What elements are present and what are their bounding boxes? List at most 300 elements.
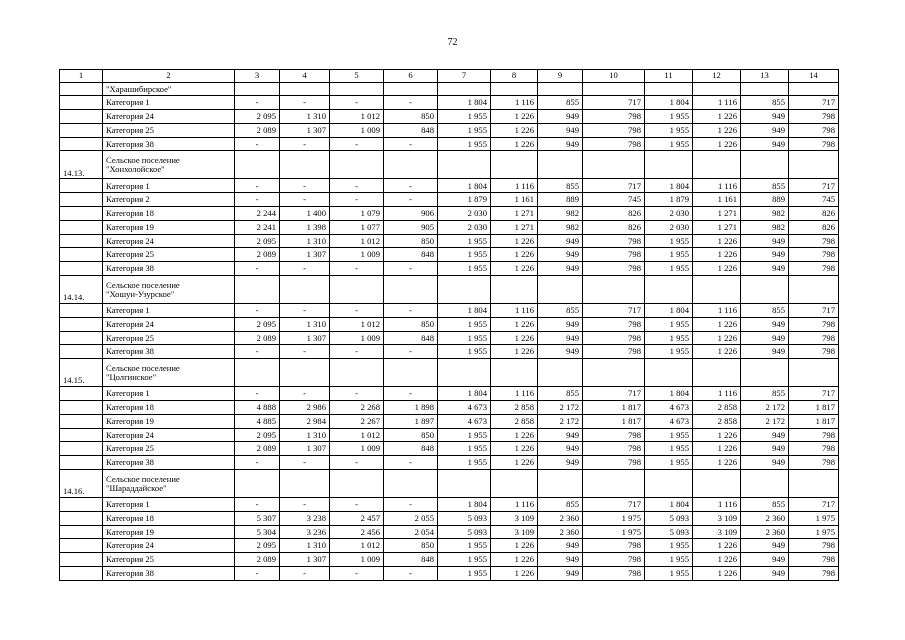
value-cell: 1 226 — [491, 428, 538, 442]
settlement-type: Сельское поселение — [106, 362, 180, 373]
value-cell: 949 — [538, 428, 583, 442]
settlement-name-cell — [103, 276, 235, 304]
row-number-cell — [60, 511, 103, 525]
value-cell: 1 226 — [491, 539, 538, 553]
value-cell: 1 012 — [330, 317, 384, 331]
empty-cell — [645, 82, 693, 96]
value-cell: 982 — [741, 220, 789, 234]
value-cell: 855 — [741, 304, 789, 318]
value-cell: 1 955 — [438, 567, 491, 581]
category-label: Категория 38 — [103, 456, 235, 470]
row-number-cell — [60, 553, 103, 567]
category-label: Категория 24 — [103, 317, 235, 331]
settlement-name-cell — [103, 151, 235, 179]
column-header: 14 — [789, 70, 839, 83]
value-cell: 1 116 — [693, 96, 741, 110]
value-cell: 1 955 — [438, 539, 491, 553]
value-cell: 2 986 — [280, 401, 330, 415]
value-cell: 826 — [583, 207, 645, 221]
value-cell: 850 — [384, 539, 438, 553]
value-cell: 4 673 — [438, 414, 491, 428]
value-cell: 949 — [538, 317, 583, 331]
empty-cell — [384, 82, 438, 96]
empty-cell — [538, 359, 583, 387]
value-cell: 1 226 — [693, 553, 741, 567]
row-number-cell — [60, 110, 103, 124]
value-cell: 1 955 — [645, 345, 693, 359]
table-row — [60, 345, 839, 359]
row-number-cell — [60, 525, 103, 539]
category-label: Категория 25 — [103, 123, 235, 137]
table-row — [60, 220, 839, 234]
value-cell: 1 804 — [645, 387, 693, 401]
empty-cell — [438, 151, 491, 179]
value-cell: 1 955 — [645, 137, 693, 151]
value-cell: 1 955 — [645, 567, 693, 581]
empty-cell — [384, 359, 438, 387]
value-cell: 1 012 — [330, 428, 384, 442]
column-header: 8 — [491, 70, 538, 83]
value-cell: 1 955 — [438, 110, 491, 124]
empty-cell — [789, 151, 839, 179]
value-cell: 2 457 — [330, 511, 384, 525]
empty-cell — [280, 359, 330, 387]
value-cell: 949 — [741, 248, 789, 262]
value-cell: 1 009 — [330, 248, 384, 262]
value-cell: 3 109 — [693, 525, 741, 539]
value-cell: 798 — [583, 317, 645, 331]
value-cell: 798 — [789, 123, 839, 137]
value-cell: 717 — [789, 387, 839, 401]
value-cell: 2 172 — [538, 401, 583, 415]
value-cell: - — [280, 498, 330, 512]
value-cell: 848 — [384, 442, 438, 456]
value-cell: 1 955 — [645, 110, 693, 124]
empty-cell — [438, 470, 491, 498]
value-cell: 949 — [741, 428, 789, 442]
value-cell: 1 116 — [693, 179, 741, 193]
empty-cell — [645, 359, 693, 387]
empty-cell — [235, 359, 280, 387]
category-label: Категория 18 — [103, 511, 235, 525]
value-cell: 1 226 — [693, 567, 741, 581]
value-cell: 2 244 — [235, 207, 280, 221]
value-cell: 798 — [789, 456, 839, 470]
empty-cell — [645, 276, 693, 304]
value-cell: 1 879 — [438, 193, 491, 207]
value-cell: - — [280, 137, 330, 151]
value-cell: 1 009 — [330, 442, 384, 456]
section-number: 14.14. — [60, 276, 103, 304]
value-cell: - — [330, 567, 384, 581]
value-cell: 949 — [741, 331, 789, 345]
category-label: Категория 2 — [103, 193, 235, 207]
value-cell: 855 — [538, 96, 583, 110]
value-cell: 2 095 — [235, 428, 280, 442]
row-number-cell — [60, 498, 103, 512]
category-label: Категория 18 — [103, 401, 235, 415]
category-label: Категория 19 — [103, 220, 235, 234]
value-cell: 717 — [789, 96, 839, 110]
value-cell: - — [235, 262, 280, 276]
value-cell: - — [235, 137, 280, 151]
value-cell: 1 079 — [330, 207, 384, 221]
value-cell: 798 — [789, 442, 839, 456]
value-cell: 949 — [538, 110, 583, 124]
value-cell: 717 — [583, 304, 645, 318]
table-row — [60, 567, 839, 581]
value-cell: 1 310 — [280, 317, 330, 331]
value-cell: 949 — [538, 331, 583, 345]
value-cell: 798 — [789, 262, 839, 276]
tariff-table — [59, 69, 839, 581]
value-cell: 2 095 — [235, 234, 280, 248]
settlement-name: "Хонхолойское" — [106, 163, 165, 174]
value-cell: 3 109 — [693, 511, 741, 525]
category-label: Категория 38 — [103, 345, 235, 359]
table-row — [60, 442, 839, 456]
value-cell: 1 226 — [693, 317, 741, 331]
value-cell: 5 093 — [645, 511, 693, 525]
value-cell: 1 226 — [693, 539, 741, 553]
value-cell: 855 — [741, 179, 789, 193]
empty-cell — [693, 82, 741, 96]
value-cell: 2 858 — [693, 414, 741, 428]
value-cell: - — [280, 567, 330, 581]
row-number-cell — [60, 401, 103, 415]
empty-cell — [538, 151, 583, 179]
value-cell: 2 089 — [235, 123, 280, 137]
value-cell: - — [235, 456, 280, 470]
value-cell: 798 — [583, 248, 645, 262]
category-label: Категория 24 — [103, 234, 235, 248]
value-cell: - — [330, 456, 384, 470]
value-cell: 1 307 — [280, 248, 330, 262]
value-cell: 1 955 — [645, 553, 693, 567]
empty-cell — [789, 470, 839, 498]
section-number: 14.15. — [60, 359, 103, 387]
value-cell: - — [235, 387, 280, 401]
value-cell: - — [384, 304, 438, 318]
value-cell: 2 360 — [538, 525, 583, 539]
value-cell: 2 172 — [538, 414, 583, 428]
empty-cell — [491, 276, 538, 304]
value-cell: 1 009 — [330, 553, 384, 567]
value-cell: 1 009 — [330, 123, 384, 137]
value-cell: 1 898 — [384, 401, 438, 415]
empty-cell — [330, 276, 384, 304]
empty-cell — [583, 82, 645, 96]
page-number: 72 — [447, 37, 458, 48]
table-row — [60, 123, 839, 137]
value-cell: 1 226 — [693, 137, 741, 151]
value-cell: - — [280, 262, 330, 276]
value-cell: 1 955 — [645, 442, 693, 456]
empty-cell — [538, 82, 583, 96]
empty-cell — [280, 151, 330, 179]
empty-cell — [491, 359, 538, 387]
empty-cell — [491, 151, 538, 179]
empty-cell — [741, 151, 789, 179]
empty-cell — [330, 151, 384, 179]
value-cell: 2 268 — [330, 401, 384, 415]
settlement-type: Сельское поселение — [106, 279, 180, 290]
table-row — [60, 387, 839, 401]
value-cell: - — [235, 345, 280, 359]
value-cell: 1 226 — [693, 428, 741, 442]
row-number-cell — [60, 137, 103, 151]
value-cell: 1 226 — [491, 317, 538, 331]
value-cell: 1 226 — [693, 248, 741, 262]
value-cell: 1 955 — [438, 331, 491, 345]
value-cell: 1 955 — [438, 442, 491, 456]
empty-cell — [330, 359, 384, 387]
value-cell: 1 804 — [645, 498, 693, 512]
value-cell: - — [330, 193, 384, 207]
row-number-cell — [60, 96, 103, 110]
value-cell: 1 226 — [491, 442, 538, 456]
value-cell: 2 984 — [280, 414, 330, 428]
value-cell: - — [235, 193, 280, 207]
settlement-name-cell — [103, 470, 235, 498]
value-cell: 1 116 — [693, 498, 741, 512]
continuation-row — [60, 82, 839, 96]
category-label: Категория 38 — [103, 567, 235, 581]
value-cell: 4 888 — [235, 401, 280, 415]
value-cell: 4 673 — [645, 401, 693, 415]
value-cell: - — [384, 498, 438, 512]
value-cell: 949 — [538, 123, 583, 137]
value-cell: - — [384, 387, 438, 401]
table-row — [60, 511, 839, 525]
value-cell: 1 955 — [645, 331, 693, 345]
value-cell: - — [280, 456, 330, 470]
value-cell: 850 — [384, 110, 438, 124]
value-cell: 5 093 — [645, 525, 693, 539]
category-label: Категория 25 — [103, 442, 235, 456]
row-number-cell — [60, 82, 103, 96]
value-cell: 717 — [789, 304, 839, 318]
value-cell: - — [280, 179, 330, 193]
value-cell: - — [235, 498, 280, 512]
value-cell: 717 — [583, 96, 645, 110]
value-cell: 1 226 — [491, 234, 538, 248]
empty-cell — [438, 359, 491, 387]
empty-cell — [538, 276, 583, 304]
value-cell: 798 — [583, 262, 645, 276]
value-cell: - — [384, 137, 438, 151]
value-cell: 798 — [583, 567, 645, 581]
value-cell: 1 955 — [438, 234, 491, 248]
value-cell: - — [280, 345, 330, 359]
value-cell: 798 — [583, 110, 645, 124]
value-cell: 798 — [583, 539, 645, 553]
value-cell: - — [384, 179, 438, 193]
row-number-cell — [60, 414, 103, 428]
empty-cell — [438, 276, 491, 304]
row-number-cell — [60, 387, 103, 401]
value-cell: 1 955 — [645, 262, 693, 276]
value-cell: 1 955 — [438, 553, 491, 567]
value-cell: 1 804 — [438, 498, 491, 512]
value-cell: - — [235, 179, 280, 193]
value-cell: 826 — [789, 220, 839, 234]
table-row — [60, 414, 839, 428]
value-cell: 982 — [538, 207, 583, 221]
category-label: Категория 38 — [103, 262, 235, 276]
row-number-cell — [60, 234, 103, 248]
value-cell: 798 — [789, 317, 839, 331]
value-cell: 949 — [538, 442, 583, 456]
value-cell: 717 — [583, 498, 645, 512]
value-cell: 2 267 — [330, 414, 384, 428]
category-label: Категория 24 — [103, 428, 235, 442]
value-cell: 1 226 — [491, 248, 538, 262]
value-cell: 1 077 — [330, 220, 384, 234]
value-cell: 1 116 — [491, 96, 538, 110]
column-header: 5 — [330, 70, 384, 83]
value-cell: 855 — [741, 498, 789, 512]
value-cell: 798 — [583, 428, 645, 442]
value-cell: 1 804 — [438, 96, 491, 110]
category-label: Категория 19 — [103, 525, 235, 539]
row-number-cell — [60, 193, 103, 207]
value-cell: 1 804 — [645, 96, 693, 110]
value-cell: 1 116 — [491, 179, 538, 193]
value-cell: 798 — [789, 234, 839, 248]
value-cell: 745 — [583, 193, 645, 207]
value-cell: 949 — [741, 567, 789, 581]
category-label: Категория 1 — [103, 304, 235, 318]
value-cell: 1 398 — [280, 220, 330, 234]
value-cell: 1 804 — [438, 387, 491, 401]
value-cell: 906 — [384, 207, 438, 221]
empty-cell — [330, 470, 384, 498]
column-header: 13 — [741, 70, 789, 83]
value-cell: 1 116 — [693, 387, 741, 401]
value-cell: 798 — [583, 331, 645, 345]
value-cell: 1 879 — [645, 193, 693, 207]
value-cell: 1 804 — [645, 179, 693, 193]
settlement-name: "Шараддайское" — [106, 482, 167, 493]
value-cell: 1 400 — [280, 207, 330, 221]
row-number-cell — [60, 331, 103, 345]
value-cell: 2 241 — [235, 220, 280, 234]
empty-cell — [280, 470, 330, 498]
category-label: Категория 1 — [103, 387, 235, 401]
value-cell: 2 858 — [491, 401, 538, 415]
category-label: Категория 24 — [103, 539, 235, 553]
value-cell: 1 975 — [583, 511, 645, 525]
value-cell: 1 226 — [491, 331, 538, 345]
empty-cell — [280, 82, 330, 96]
empty-cell — [693, 151, 741, 179]
table-row — [60, 193, 839, 207]
value-cell: - — [280, 193, 330, 207]
column-header: 10 — [583, 70, 645, 83]
empty-cell — [583, 359, 645, 387]
empty-cell — [280, 276, 330, 304]
value-cell: 949 — [741, 262, 789, 276]
table-row — [60, 428, 839, 442]
value-cell: 2 030 — [645, 207, 693, 221]
settlement-type: Сельское поселение — [106, 154, 180, 165]
row-number-cell — [60, 345, 103, 359]
value-cell: 1 226 — [491, 553, 538, 567]
value-cell: 717 — [789, 179, 839, 193]
value-cell: 1 271 — [693, 207, 741, 221]
value-cell: 1 116 — [491, 304, 538, 318]
column-header: 12 — [693, 70, 741, 83]
value-cell: 798 — [583, 345, 645, 359]
value-cell: 2 858 — [491, 414, 538, 428]
row-number-cell — [60, 442, 103, 456]
value-cell: 855 — [741, 96, 789, 110]
value-cell: 1 226 — [693, 123, 741, 137]
value-cell: 798 — [789, 137, 839, 151]
value-cell: 2 858 — [693, 401, 741, 415]
value-cell: 1 307 — [280, 123, 330, 137]
empty-cell — [789, 276, 839, 304]
value-cell: 2 095 — [235, 539, 280, 553]
value-cell: 1 955 — [438, 248, 491, 262]
empty-cell — [583, 151, 645, 179]
value-cell: 949 — [741, 456, 789, 470]
value-cell: 798 — [583, 234, 645, 248]
value-cell: 2 172 — [741, 401, 789, 415]
value-cell: 3 238 — [280, 511, 330, 525]
value-cell: 1 804 — [645, 304, 693, 318]
value-cell: 848 — [384, 123, 438, 137]
empty-cell — [384, 151, 438, 179]
value-cell: 1 975 — [583, 525, 645, 539]
value-cell: 1 161 — [693, 193, 741, 207]
table-row — [60, 456, 839, 470]
value-cell: 1 804 — [438, 179, 491, 193]
table-row — [60, 248, 839, 262]
value-cell: 2 030 — [438, 220, 491, 234]
column-header: 3 — [235, 70, 280, 83]
section-number: 14.16. — [60, 470, 103, 498]
value-cell: 826 — [583, 220, 645, 234]
value-cell: 1 955 — [645, 456, 693, 470]
empty-cell — [235, 276, 280, 304]
value-cell: 1 226 — [491, 456, 538, 470]
value-cell: 1 226 — [693, 110, 741, 124]
value-cell: 5 093 — [438, 525, 491, 539]
value-cell: 1 955 — [438, 262, 491, 276]
value-cell: 798 — [789, 553, 839, 567]
value-cell: - — [280, 96, 330, 110]
value-cell: 1 817 — [583, 414, 645, 428]
table-row — [60, 553, 839, 567]
settlement-name-cell — [103, 359, 235, 387]
value-cell: 1 161 — [491, 193, 538, 207]
value-cell: - — [330, 387, 384, 401]
value-cell: - — [235, 567, 280, 581]
value-cell: - — [280, 387, 330, 401]
row-number-cell — [60, 262, 103, 276]
value-cell: 949 — [741, 553, 789, 567]
value-cell: 848 — [384, 553, 438, 567]
value-cell: 949 — [538, 456, 583, 470]
category-label: Категория 25 — [103, 248, 235, 262]
value-cell: 949 — [741, 123, 789, 137]
column-header: 7 — [438, 70, 491, 83]
value-cell: 949 — [538, 248, 583, 262]
value-cell: 4 673 — [438, 401, 491, 415]
value-cell: 949 — [741, 539, 789, 553]
